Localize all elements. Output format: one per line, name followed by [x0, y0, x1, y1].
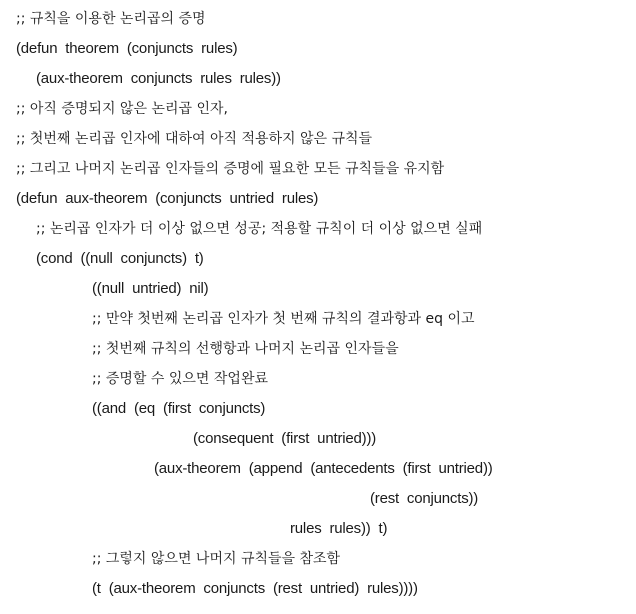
code-comment-line: ;; 그리고 나머지 논리곱 인자들의 증명에 필요한 모든 규칙들을 유지함 — [16, 161, 445, 177]
code-comment-line: ;; 그렇지 않으면 나머지 규칙들을 참조함 — [92, 551, 341, 567]
code-comment-line: ;; 첫번째 규칙의 선행항과 나머지 논리곱 인자들을 — [92, 341, 399, 357]
code-line: ((and (eq (first conjuncts) — [92, 400, 266, 417]
code-line: (defun theorem (conjuncts rules) — [16, 40, 238, 57]
code-line: (consequent (first untried))) — [193, 430, 377, 447]
code-line: (cond ((null conjuncts) t) — [36, 250, 204, 267]
code-comment-line: ;; 논리곱 인자가 더 이상 없으면 성공; 적용할 규칙이 더 이상 없으면 실패 — [36, 221, 483, 237]
code-line: (rest conjuncts)) — [370, 490, 479, 507]
code-line: (t (aux-theorem conjuncts (rest untried) rules)))) — [92, 580, 418, 597]
code-line: rules rules)) t) — [290, 520, 388, 537]
code-comment-line: ;; 만약 첫번째 논리곱 인자가 첫 번째 규칙의 결과항과 eq 이고 — [92, 311, 475, 327]
code-line: (aux-theorem conjuncts rules rules)) — [36, 70, 281, 87]
code-comment-line: ;; 증명할 수 있으면 작업완료 — [92, 371, 268, 387]
code-line: (aux-theorem (append (antecedents (first untried)) — [154, 460, 493, 477]
code-line: ((null untried) nil) — [92, 280, 209, 297]
code-comment-line: ;; 첫번째 논리곱 인자에 대하여 아직 적용하지 않은 규칙들 — [16, 131, 373, 147]
code-comment-line: ;; 규칙을 이용한 논리곱의 증명 — [16, 11, 206, 27]
code-line: (defun aux-theorem (conjuncts untried rules) — [16, 190, 319, 207]
code-comment-line: ;; 아직 증명되지 않은 논리곱 인자, — [16, 101, 228, 117]
